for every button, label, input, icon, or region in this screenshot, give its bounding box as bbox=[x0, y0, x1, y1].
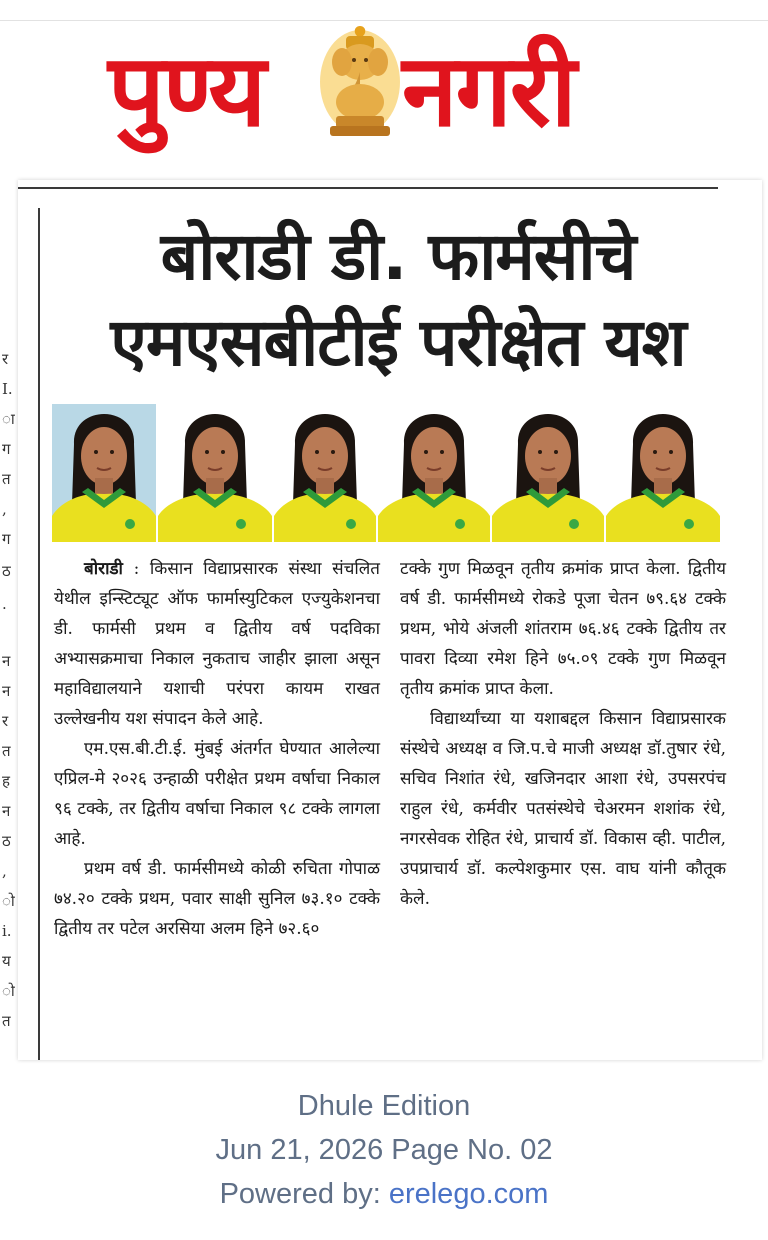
margin-fragment: ग bbox=[2, 530, 11, 548]
clipping-top-rule bbox=[18, 187, 718, 189]
margin-fragment: न bbox=[2, 652, 11, 670]
margin-fragment: ह bbox=[2, 772, 10, 790]
margin-fragment: ठ bbox=[2, 832, 11, 850]
headline-line-2: एमएसबीटीई परीक्षेत यश bbox=[110, 304, 686, 381]
paragraph-congratulations: विद्यार्थ्यांच्या या यशाबद्दल किसान विद्याप्रसारक संस्थेचे अध्यक्ष व जि.प.चे माजी अध्यक्ष डॉ.तुषार रंधे, सचिव निशांत रंधे, खजिनदार आशा रंधे, उपसरपंच राहुल रंधे, कर्मवीर पतसंस्थेचे चेअरमन शशांक रंधे, नगरसेवक रोहित रंधे, प्राचार्य डॉ. विकास व्ही. पाटील, उपप्राचार्य डॉ. कल्पेशकुमार एस. वाघ यांनी कौतूक केले. bbox=[400, 709, 726, 909]
clipping-column-rule bbox=[38, 208, 40, 1060]
dateline: बोराडी bbox=[84, 559, 123, 579]
paragraph-second-year: टक्के गुण मिळवून तृतीय क्रमांक प्राप्त केला. द्वितीय वर्ष डी. फार्मसीमध्ये रोकडे पूजा चेतन ७९.६४ टक्के प्रथम, भोये अंजली शांतराम ७६.४६ टक्के द्वितीय तर पावरा दिव्या रमेश हिने ७५.०९ टक्के गुण मिळवून तृतीय क्रमांक प्राप्त केला. bbox=[400, 559, 726, 699]
student-photo-6 bbox=[606, 404, 720, 542]
edition-label: Dhule Edition bbox=[297, 1090, 471, 1122]
article-column-right bbox=[400, 554, 726, 914]
margin-fragment: र bbox=[2, 350, 9, 368]
paragraph-first-year: प्रथम वर्ष डी. फार्मसीमध्ये कोळी रुचिता गोपाळ ७४.२० टक्के प्रथम, पवार साक्षी सुनिल ७३.१० टक्के द्वितीय तर पटेल अरसिया अलम हिने ७२.६० bbox=[54, 859, 380, 939]
paragraph-intro-text: : किसान विद्याप्रसारक संस्था संचलित येथील इन्स्टिट्यूट ऑफ फार्मास्युटिकल एज्युकेशनचा डी. फार्मसी प्रथम व द्वितीय वर्ष पदविका अभ्यासक्रमाचा निकाल नुकताच जाहीर झाला असून महाविद्यालयाने यशाची परंपरा कायम राखत उल्लेखनीय यश संपादन केले आहे. bbox=[54, 559, 380, 729]
student-photo-4 bbox=[378, 404, 490, 542]
student-photo-5 bbox=[492, 404, 604, 542]
margin-fragment: , bbox=[2, 500, 7, 518]
margin-fragment: य bbox=[2, 952, 11, 970]
paragraph-results: एम.एस.बी.टी.ई. मुंबई अंतर्गत घेण्यात आलेल्या एप्रिल-मे २०२६ उन्हाळी परीक्षेत प्रथम वर्षाचा निकाल ९६ टक्के, तर द्वितीय वर्षाचा निकाल ९८ टक्के लागला आहे. bbox=[54, 739, 380, 849]
margin-fragment: ा bbox=[2, 410, 15, 428]
margin-fragment: त bbox=[2, 470, 11, 488]
masthead-title-left: पुण्य bbox=[108, 32, 265, 149]
article-column-left bbox=[54, 554, 380, 944]
paragraph-intro bbox=[54, 554, 380, 734]
margin-fragment: त bbox=[2, 742, 11, 760]
margin-fragment: र bbox=[2, 712, 9, 730]
margin-fragment: ो bbox=[2, 982, 15, 1000]
student-photo-2 bbox=[158, 404, 272, 542]
margin-fragment: ठ bbox=[2, 562, 11, 580]
masthead-title-right: नगरी bbox=[402, 32, 575, 149]
margin-fragment: ग bbox=[2, 440, 11, 458]
margin-fragment: . bbox=[2, 595, 7, 613]
headline-line-1: बोराडी डी. फार्मसीचे bbox=[160, 218, 636, 295]
margin-fragment: I. bbox=[2, 380, 13, 398]
neighbour-article-fragments bbox=[0, 170, 18, 1050]
margin-fragment: ो bbox=[2, 892, 15, 910]
margin-fragment: न bbox=[2, 682, 11, 700]
margin-fragment: त bbox=[2, 1012, 11, 1030]
student-photo-strip bbox=[52, 404, 720, 542]
margin-fragment: i. bbox=[2, 922, 12, 940]
newspaper-masthead bbox=[0, 18, 768, 168]
margin-fragment: , bbox=[2, 862, 7, 880]
date-page-label: Jun 21, 2026 Page No. 02 bbox=[215, 1134, 553, 1166]
ganesha-idol-icon bbox=[316, 20, 404, 138]
powered-by bbox=[0, 1174, 768, 1214]
student-photo-3 bbox=[274, 404, 376, 542]
powered-by-link[interactable]: erelego.com bbox=[388, 1178, 549, 1210]
powered-by-prefix: Powered by: bbox=[219, 1178, 389, 1210]
article-clipping bbox=[18, 180, 762, 1060]
student-photo-1 bbox=[52, 404, 156, 542]
margin-fragment: न bbox=[2, 802, 11, 820]
